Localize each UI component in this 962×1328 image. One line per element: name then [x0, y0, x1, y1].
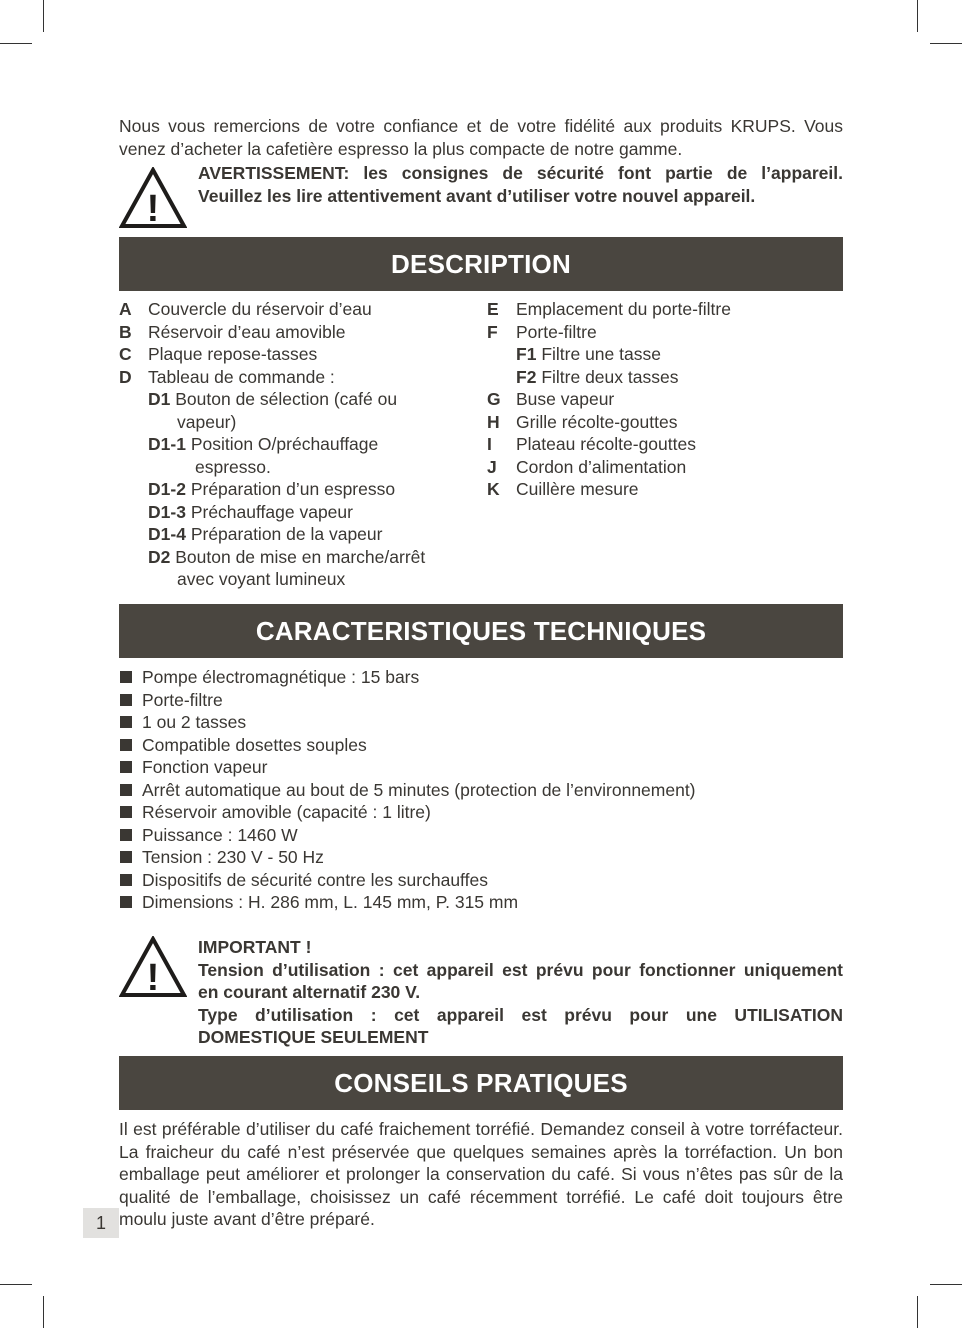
description-item: [487, 298, 843, 321]
important-title: IMPORTANT !: [198, 937, 312, 957]
list-item: [119, 666, 843, 689]
list-item: [119, 869, 843, 892]
warning-triangle-icon: [119, 936, 187, 998]
description-letter: B: [119, 321, 132, 342]
safety-warning: [119, 162, 843, 228]
crop-mark-bottom-right-v: [917, 1296, 918, 1328]
description-label: Grille récolte-gouttes: [516, 411, 678, 432]
description-right-column: [487, 298, 843, 501]
description-letter: F: [487, 321, 498, 342]
description-label: Buse vapeur: [516, 389, 615, 409]
safety-warning-line-1: AVERTISSEMENT: les consignes de sécurité font partie de l’appareil.: [198, 163, 843, 183]
subitem-code: D1-2: [148, 479, 186, 499]
crop-mark-top-right-h: [930, 43, 962, 44]
description-label: Plaque repose-tasses: [148, 344, 318, 364]
list-item: [119, 734, 843, 757]
description-label: Couvercle du réservoir d’eau: [148, 299, 372, 319]
crop-mark-bottom-left-v: [43, 1296, 44, 1328]
description-letter: H: [487, 411, 500, 432]
description-letter: A: [119, 299, 132, 319]
intro-paragraph: Nous vous remercions de votre confiance et de votre fidélité aux produits KRUPS. Vous venez d’acheter la cafetière espresso la plus compacte de notre gamme.: [119, 116, 843, 159]
list-item-text: 1 ou 2 tasses: [142, 712, 247, 732]
square-bullet-icon: [120, 784, 132, 796]
description-item: [487, 321, 843, 344]
description-letter: K: [487, 479, 500, 499]
description-subitem: [119, 433, 464, 478]
square-bullet-icon: [120, 739, 132, 751]
square-bullet-icon: [120, 874, 132, 886]
list-item-text: Arrêt automatique au bout de 5 minutes (protection de l’environnement): [142, 779, 696, 800]
description-subitem: [487, 343, 843, 366]
square-bullet-icon: [120, 694, 132, 706]
subitem-label: Filtre deux tasses: [541, 366, 679, 387]
list-item-text: Porte-filtre: [142, 689, 223, 710]
square-bullet-icon: [120, 829, 132, 841]
description-letter: C: [119, 344, 132, 364]
square-bullet-icon: [120, 806, 132, 818]
list-item: [119, 824, 843, 847]
warning-mark: !: [146, 188, 160, 229]
warning-mark: !: [146, 957, 160, 998]
subitem-code: D1-3: [148, 501, 186, 522]
tips-paragraph: Il est préférable d’utiliser du café fraichement torréfié. Demandez conseil à votre torréfacteur. La fraicheur du café n’est préservée que quelques semaines après la torréfaction. Un bon emballage peut améliorer et prolonger la conservation du café. Si vous n’êtes pas sûr de la qualité de l’emballage, choisissez un café récemment torréfié. Le café doit toujours être moulu juste avant d’être préparé.: [119, 1119, 843, 1229]
description-letter: E: [487, 299, 499, 319]
description-label: Porte-filtre: [516, 321, 597, 342]
description-letter: G: [487, 389, 501, 409]
list-item-text: Compatible dosettes souples: [142, 734, 367, 755]
subitem-label: Préparation de la vapeur: [190, 524, 383, 544]
list-item-text: Puissance : 1460 W: [142, 824, 298, 845]
description-subitem: [119, 501, 464, 524]
square-bullet-icon: [120, 716, 132, 728]
important-line-4: DOMESTIQUE SEULEMENT: [198, 1027, 429, 1047]
crop-mark-top-left-h: [0, 43, 32, 44]
subitem-label: Filtre une tasse: [541, 344, 661, 364]
section-title-description: DESCRIPTION: [119, 237, 843, 291]
description-item: [119, 343, 464, 366]
subitem-label-cont: avec voyant lumineux: [177, 569, 346, 589]
list-item: [119, 711, 843, 734]
description-label: Cordon d’alimentation: [516, 456, 687, 477]
description-item: [119, 298, 464, 321]
description-letter: J: [487, 456, 497, 477]
description-label: Emplacement du porte-filtre: [516, 299, 731, 319]
crop-mark-top-left-v: [43, 0, 44, 32]
list-item: [119, 689, 843, 712]
important-warning: [119, 936, 843, 1050]
description-letter: I: [487, 434, 492, 454]
subitem-code: F2: [516, 366, 537, 387]
subitem-code: D1-1: [148, 434, 186, 454]
description-subitem: [119, 478, 464, 501]
list-item-text: Dispositifs de sécurité contre les surchauffes: [142, 869, 488, 890]
description-label: Tableau de commande :: [148, 366, 335, 387]
subitem-label: Préchauffage vapeur: [190, 501, 353, 522]
description-left-column: [119, 298, 464, 591]
important-line-2: en courant alternatif 230 V.: [198, 982, 421, 1002]
description-letter: D: [119, 366, 132, 387]
crop-mark-top-right-v: [917, 0, 918, 32]
square-bullet-icon: [120, 761, 132, 773]
subitem-label: Position O/préchauffage: [190, 434, 379, 454]
section-title-tips: CONSEILS PRATIQUES: [119, 1056, 843, 1110]
description-item: [487, 388, 843, 411]
list-item: [119, 756, 843, 779]
description-item: [487, 456, 843, 479]
square-bullet-icon: [120, 896, 132, 908]
subitem-code: D2: [148, 546, 171, 567]
list-item-text: Dimensions : H. 286 mm, L. 145 mm, P. 315 mm: [142, 892, 519, 912]
safety-warning-line-2: Veuillez les lire attentivement avant d’utiliser votre nouvel appareil.: [198, 185, 756, 206]
subitem-label: Préparation d’un espresso: [190, 479, 396, 499]
description-item: [487, 478, 843, 501]
description-subitem: [487, 366, 843, 389]
subitem-label: Bouton de mise en marche/arrêt: [175, 546, 426, 567]
description-item: [487, 433, 843, 456]
list-item-text: Tension : 230 V - 50 Hz: [142, 847, 324, 867]
important-line-1: Tension d’utilisation : cet appareil est prévu pour fonctionner uniquement: [198, 959, 843, 980]
description-label: Réservoir d’eau amovible: [148, 321, 346, 342]
square-bullet-icon: [120, 851, 132, 863]
list-item: [119, 846, 843, 869]
subitem-label: Bouton de sélection (café ou: [175, 389, 398, 409]
description-subitem: [119, 388, 464, 433]
list-item: [119, 779, 843, 802]
safety-warning-text: [198, 162, 843, 207]
crop-mark-bottom-left-h: [0, 1284, 32, 1285]
list-item-text: Réservoir amovible (capacité : 1 litre): [142, 802, 431, 822]
description-label: Cuillère mesure: [516, 479, 639, 499]
tech-specs-list: [119, 666, 843, 914]
list-item-text: Fonction vapeur: [142, 757, 268, 777]
subitem-code: F1: [516, 344, 537, 364]
description-item: [487, 411, 843, 434]
subitem-code: D1: [148, 389, 171, 409]
description-subitem: [119, 546, 464, 591]
page-number: 1: [83, 1208, 119, 1238]
important-line-3: Type d’utilisation : cet appareil est prévu pour une UTILISATION: [198, 1004, 843, 1025]
crop-mark-bottom-right-h: [930, 1284, 962, 1285]
list-item: [119, 801, 843, 824]
description-subitem: [119, 523, 464, 546]
section-title-tech: CARACTERISTIQUES TECHNIQUES: [119, 604, 843, 658]
list-item-text: Pompe électromagnétique : 15 bars: [142, 667, 420, 687]
description-item: [119, 366, 464, 389]
list-item: [119, 891, 843, 914]
square-bullet-icon: [120, 671, 132, 683]
subitem-label-cont: espresso.: [195, 456, 271, 477]
warning-triangle-icon: [119, 167, 187, 229]
subitem-label-cont: vapeur): [177, 411, 237, 432]
important-warning-text: [198, 936, 843, 1049]
description-label: Plateau récolte-gouttes: [516, 434, 696, 454]
description-item: [119, 321, 464, 344]
subitem-code: D1-4: [148, 524, 186, 544]
